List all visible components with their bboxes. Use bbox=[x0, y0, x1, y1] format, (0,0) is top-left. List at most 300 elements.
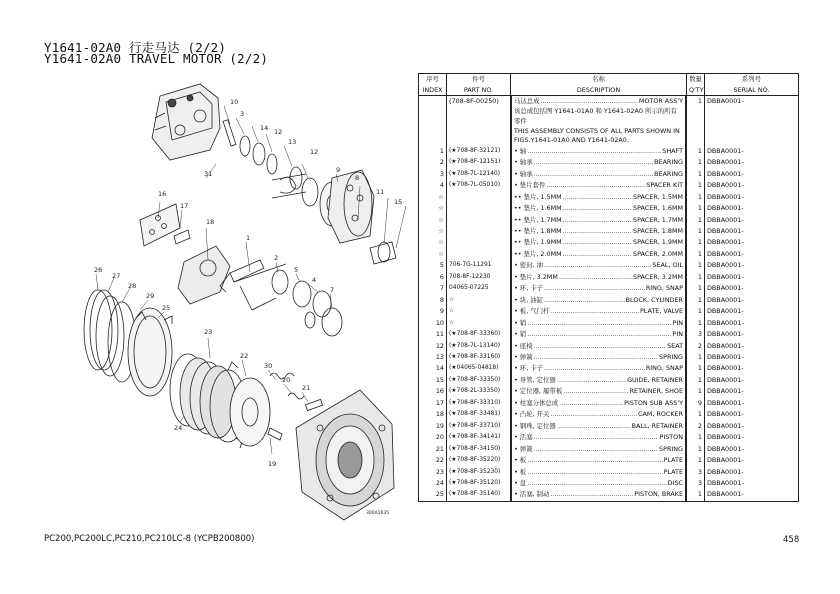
table-row bbox=[419, 169, 799, 180]
row-serial: DBBA0001- bbox=[705, 272, 799, 283]
row-qty: 1 bbox=[687, 157, 705, 168]
row-desc-en: SPACER, 1.5MM bbox=[633, 192, 683, 201]
row-desc-cn: • 垫片套件 bbox=[514, 181, 546, 190]
row-desc-en: PIN bbox=[672, 318, 683, 327]
callout-21: 21 bbox=[302, 384, 311, 392]
leader-dots bbox=[563, 215, 632, 226]
table-row bbox=[419, 295, 799, 306]
callout-23: 23 bbox=[204, 328, 213, 336]
row-part-no: (★04065-04818) bbox=[447, 363, 511, 374]
row-part-no: ☆ bbox=[447, 295, 511, 306]
assembly-note-row bbox=[419, 107, 799, 145]
motor-housing-drawing bbox=[152, 84, 220, 160]
row-qty: 2 bbox=[687, 341, 705, 352]
assembly-note-en: THIS ASSEMBLY CONSISTS OF ALL PARTS SHOWN IN FIGS.Y1641-01A0 AND Y1641-02A0. bbox=[514, 126, 680, 145]
leader-dots bbox=[550, 409, 637, 420]
row-qty: 1 bbox=[687, 226, 705, 237]
assembly-desc-en: MOTOR ASS'Y bbox=[638, 97, 683, 105]
row-desc-en: SPACER, 1.6MM bbox=[633, 204, 683, 213]
row-description bbox=[511, 306, 686, 317]
row-part-no bbox=[447, 215, 511, 226]
row-desc-en: PLATE bbox=[663, 467, 683, 476]
row-part-no: (★708-8F-35230) bbox=[447, 467, 511, 478]
row-description bbox=[511, 444, 686, 455]
leader-dots bbox=[550, 489, 633, 500]
assembly-desc bbox=[511, 96, 686, 107]
row-description bbox=[511, 375, 686, 386]
row-qty: 1 bbox=[687, 306, 705, 317]
row-serial: DBBA0001- bbox=[705, 146, 799, 157]
exploded-parts-diagram bbox=[40, 68, 418, 528]
row-index: 7 bbox=[419, 283, 447, 294]
row-part-no: (★708-8F-33310) bbox=[447, 398, 511, 409]
row-index: 16 bbox=[419, 386, 447, 397]
row-description bbox=[511, 352, 686, 363]
row-desc-en: PISTON, BRAKE bbox=[634, 490, 683, 499]
leader-dots bbox=[527, 467, 662, 478]
row-desc-en: BEARING bbox=[654, 158, 683, 167]
row-index: 24 bbox=[419, 478, 447, 489]
assembly-index bbox=[419, 96, 447, 108]
table-row bbox=[419, 272, 799, 283]
assembly-note bbox=[511, 107, 686, 145]
page-title-cn: Y1641-02A0 行走马达 (2/2) bbox=[44, 40, 227, 55]
table-row bbox=[419, 489, 799, 501]
assembly-serial: DBBA0001- bbox=[705, 96, 799, 108]
row-qty: 1 bbox=[687, 215, 705, 226]
row-index: 1 bbox=[419, 146, 447, 157]
row-desc-en: PIN bbox=[672, 330, 683, 339]
row-serial: DBBA0001- bbox=[705, 398, 799, 409]
callout-12: 12 bbox=[274, 128, 283, 136]
row-desc-cn: • 凸轮, 开关 bbox=[514, 410, 550, 419]
callout-5: 5 bbox=[294, 266, 299, 274]
row-desc-cn: • 块, 油缸 bbox=[514, 295, 544, 304]
assembly-part-no: (708-8F-00250) bbox=[447, 96, 511, 108]
leader-dots bbox=[527, 318, 671, 329]
callout-17: 17 bbox=[180, 202, 189, 210]
row-desc-cn: • 轴承 bbox=[514, 158, 533, 167]
row-desc-cn: • 定位器, 履带板 bbox=[514, 387, 563, 396]
callout-30: 30 bbox=[264, 362, 273, 370]
row-qty: 1 bbox=[687, 192, 705, 203]
row-part-no: (★708-8F-33481) bbox=[447, 409, 511, 420]
page-title-en: Y1641-02A0 TRAVEL MOTOR (2/2) bbox=[44, 51, 269, 66]
page-number: 458 bbox=[783, 535, 800, 545]
row-serial: DBBA0001- bbox=[705, 375, 799, 386]
row-qty: 1 bbox=[687, 203, 705, 214]
callout-28: 28 bbox=[128, 282, 137, 290]
row-serial: DBBA0001- bbox=[705, 249, 799, 260]
note-serial bbox=[705, 107, 799, 145]
row-qty: 3 bbox=[687, 329, 705, 340]
row-index: ☆ bbox=[419, 249, 447, 260]
row-index: ☆ bbox=[419, 237, 447, 248]
row-desc-en: GUIDE, RETAINER bbox=[627, 375, 683, 384]
motor-case-drawing bbox=[268, 390, 394, 520]
table-row bbox=[419, 226, 799, 237]
leader-dots bbox=[550, 306, 639, 317]
rocker-and-shoe-drawing bbox=[140, 204, 230, 304]
row-qty: 1 bbox=[687, 318, 705, 329]
row-index: 20 bbox=[419, 432, 447, 443]
row-index: 4 bbox=[419, 180, 447, 191]
table-row bbox=[419, 432, 799, 443]
row-index: 2 bbox=[419, 157, 447, 168]
table-row bbox=[419, 421, 799, 432]
row-desc-en: SHAFT bbox=[662, 146, 683, 155]
row-qty: 1 bbox=[687, 237, 705, 248]
row-desc-cn: • 活塞, 制动 bbox=[514, 490, 550, 499]
row-description bbox=[511, 146, 686, 157]
callout-22: 22 bbox=[240, 352, 249, 360]
shaft-drawing bbox=[220, 260, 342, 336]
row-desc-en: RING, SNAP bbox=[645, 284, 683, 293]
table-row bbox=[419, 318, 799, 329]
row-desc-en: SPACER KIT bbox=[646, 181, 683, 190]
row-index: ☆ bbox=[419, 226, 447, 237]
row-part-no: (★708-8F-35120) bbox=[447, 478, 511, 489]
callout-19: 19 bbox=[268, 460, 277, 468]
row-desc-en: PLATE, VALVE bbox=[639, 307, 683, 316]
row-description bbox=[511, 363, 686, 374]
row-description bbox=[511, 455, 686, 466]
table-row bbox=[419, 375, 799, 386]
row-index: ☆ bbox=[419, 203, 447, 214]
row-desc-cn: •• 垫片, 1.6MM bbox=[514, 204, 562, 213]
table-row bbox=[419, 237, 799, 248]
cylinder-block-drawing bbox=[328, 170, 396, 264]
leader-dots bbox=[527, 146, 661, 157]
assembly-row bbox=[419, 96, 799, 108]
row-description bbox=[511, 467, 686, 478]
row-desc-cn: • 板 bbox=[514, 456, 527, 465]
row-desc-en: SEAL, OIL bbox=[652, 261, 683, 270]
leader-dots bbox=[559, 398, 623, 409]
row-desc-cn: • 轴承 bbox=[514, 169, 533, 178]
row-serial: DBBA0001- bbox=[705, 467, 799, 478]
row-description bbox=[511, 409, 686, 420]
callout-24: 24 bbox=[174, 424, 183, 432]
row-part-no bbox=[447, 203, 511, 214]
row-desc-en: PLATE bbox=[663, 456, 683, 465]
leader-dots bbox=[563, 192, 632, 203]
model-footer: PC200,PC200LC,PC210,PC210LC-8 (YCPB200800) bbox=[44, 534, 255, 544]
row-desc-cn: • 钢珠, 定位器 bbox=[514, 421, 556, 430]
row-qty: 1 bbox=[687, 260, 705, 271]
row-description bbox=[511, 295, 686, 306]
leader-dots bbox=[559, 272, 632, 283]
row-index: 11 bbox=[419, 329, 447, 340]
leader-dots bbox=[527, 455, 662, 466]
leader-dots bbox=[527, 478, 666, 489]
table-row bbox=[419, 386, 799, 397]
row-qty: 1 bbox=[687, 352, 705, 363]
table-row bbox=[419, 146, 799, 157]
table-row bbox=[419, 157, 799, 168]
callout-1: 1 bbox=[246, 234, 251, 242]
row-serial: DBBA0001- bbox=[705, 318, 799, 329]
row-qty: 1 bbox=[687, 432, 705, 443]
row-serial: DBBA0001- bbox=[705, 386, 799, 397]
row-part-no bbox=[447, 237, 511, 248]
row-description bbox=[511, 237, 686, 248]
row-qty: 1 bbox=[687, 169, 705, 180]
leader-dots bbox=[534, 432, 659, 443]
table-row bbox=[419, 467, 799, 478]
row-serial: DBBA0001- bbox=[705, 478, 799, 489]
row-serial: DBBA0001- bbox=[705, 260, 799, 271]
table-row bbox=[419, 249, 799, 260]
leader-dots bbox=[544, 260, 651, 271]
table-row bbox=[419, 398, 799, 409]
callout-31: 31 bbox=[204, 170, 213, 178]
row-description bbox=[511, 329, 686, 340]
row-serial: DBBA0001- bbox=[705, 363, 799, 374]
row-part-no: (★708-2L-33350) bbox=[447, 386, 511, 397]
row-qty: 1 bbox=[687, 283, 705, 294]
note-part bbox=[447, 107, 511, 145]
row-part-no: (★708-8F-34150) bbox=[447, 444, 511, 455]
row-qty: 1 bbox=[687, 249, 705, 260]
row-description bbox=[511, 398, 686, 409]
table-row bbox=[419, 260, 799, 271]
row-qty: 1 bbox=[687, 409, 705, 420]
row-part-no: (★708-8F-33160) bbox=[447, 352, 511, 363]
leader-dots bbox=[557, 421, 631, 432]
table-row bbox=[419, 180, 799, 191]
row-desc-en: SPACER, 1.7MM bbox=[633, 215, 683, 224]
row-desc-en: DISC bbox=[667, 478, 683, 487]
row-desc-cn: • 盘 bbox=[514, 478, 527, 487]
parts-table bbox=[418, 73, 799, 502]
pin-and-rings bbox=[223, 120, 344, 226]
row-part-no: (★708-7L-05010) bbox=[447, 180, 511, 191]
leader-dots bbox=[527, 329, 671, 340]
brake-plates-drawing bbox=[170, 354, 273, 448]
row-qty: 1 bbox=[687, 386, 705, 397]
row-qty: 1 bbox=[687, 146, 705, 157]
row-desc-cn: • 环, 卡子 bbox=[514, 364, 544, 373]
row-part-no: (★708-8F-32121) bbox=[447, 146, 511, 157]
leader-dots bbox=[563, 226, 632, 237]
row-desc-cn: • 弹簧 bbox=[514, 444, 533, 453]
row-desc-en: BALL, RETAINER bbox=[631, 421, 683, 430]
row-qty: 1 bbox=[687, 363, 705, 374]
leader-dots bbox=[563, 203, 632, 214]
row-desc-cn: • 座椅 bbox=[514, 341, 533, 350]
table-row bbox=[419, 192, 799, 203]
row-desc-en: CAM, ROCKER bbox=[637, 410, 683, 419]
row-index: ☆ bbox=[419, 192, 447, 203]
table-row bbox=[419, 215, 799, 226]
row-part-no: 708-8F-12230 bbox=[447, 272, 511, 283]
row-qty: 3 bbox=[687, 478, 705, 489]
row-index: 9 bbox=[419, 306, 447, 317]
leader-dots bbox=[563, 237, 632, 248]
row-desc-cn: • 环, 卡子 bbox=[514, 284, 544, 293]
row-part-no: (★708-8F-33360) bbox=[447, 329, 511, 340]
row-desc-cn: • 轴 bbox=[514, 146, 527, 155]
row-description bbox=[511, 478, 686, 489]
row-description bbox=[511, 249, 686, 260]
snap-rings-drawing bbox=[84, 290, 136, 382]
callout-15: 15 bbox=[394, 198, 403, 206]
row-index: 12 bbox=[419, 341, 447, 352]
assembly-qty: 1 bbox=[687, 96, 705, 108]
row-desc-en: PISTON SUB ASS'Y bbox=[624, 398, 683, 407]
row-serial: DBBA0001- bbox=[705, 157, 799, 168]
row-desc-cn: • 密封, 油 bbox=[514, 261, 544, 270]
row-index: 23 bbox=[419, 467, 447, 478]
leader-dots bbox=[534, 341, 667, 352]
row-desc-en: RING, SNAP bbox=[645, 364, 683, 373]
table-header bbox=[419, 74, 799, 96]
row-part-no: ☆ bbox=[447, 306, 511, 317]
row-part-no: (★708-7L-13140) bbox=[447, 341, 511, 352]
row-index: 5 bbox=[419, 260, 447, 271]
row-desc-cn: •• 垫片, 2.0MM bbox=[514, 249, 562, 258]
row-desc-cn: • 销 bbox=[514, 330, 527, 339]
row-serial: DBBA0001- bbox=[705, 215, 799, 226]
row-desc-en: BEARING bbox=[654, 169, 683, 178]
row-index: 14 bbox=[419, 363, 447, 374]
row-part-no bbox=[447, 249, 511, 260]
callout-7: 7 bbox=[330, 286, 335, 294]
row-qty: 1 bbox=[687, 272, 705, 283]
row-description bbox=[511, 260, 686, 271]
row-serial: DBBA0001- bbox=[705, 455, 799, 466]
row-part-no: (★708-8F-35220) bbox=[447, 455, 511, 466]
row-index: 18 bbox=[419, 409, 447, 420]
header-serial: 系列号 SERIAL NO. bbox=[705, 74, 799, 96]
row-index: 22 bbox=[419, 455, 447, 466]
brake-piston-drawing bbox=[128, 308, 172, 396]
leader-dots bbox=[557, 375, 626, 386]
row-desc-cn: • 垫片, 3.2MM bbox=[514, 272, 558, 281]
row-index: 8 bbox=[419, 295, 447, 306]
row-description bbox=[511, 318, 686, 329]
row-serial: DBBA0001- bbox=[705, 421, 799, 432]
callout-20: 20 bbox=[282, 376, 291, 384]
spring-and-piston-drawing bbox=[270, 373, 323, 411]
row-qty: 1 bbox=[687, 455, 705, 466]
row-desc-en: SPACER, 3.2MM bbox=[633, 272, 683, 281]
callout-3: 3 bbox=[240, 110, 245, 118]
row-serial: DBBA0001- bbox=[705, 180, 799, 191]
row-qty: 1 bbox=[687, 375, 705, 386]
row-description bbox=[511, 432, 686, 443]
row-desc-en: SPACER, 2.0MM bbox=[633, 249, 683, 258]
row-part-no: ☆ bbox=[447, 318, 511, 329]
row-part-no: 04065-07225 bbox=[447, 283, 511, 294]
row-part-no: (★708-8F-33710) bbox=[447, 421, 511, 432]
row-serial: DBBA0001- bbox=[705, 341, 799, 352]
row-qty: 1 bbox=[687, 489, 705, 501]
row-description bbox=[511, 180, 686, 191]
row-description bbox=[511, 157, 686, 168]
row-desc-cn: •• 垫片, 1.7MM bbox=[514, 215, 562, 224]
row-description bbox=[511, 421, 686, 432]
row-serial: DBBA0001- bbox=[705, 329, 799, 340]
row-desc-en: SPACER, 1.9MM bbox=[633, 238, 683, 247]
row-desc-cn: • 销 bbox=[514, 318, 527, 327]
row-serial: DBBA0001- bbox=[705, 489, 799, 501]
table-row bbox=[419, 352, 799, 363]
row-desc-cn: • 柱塞分体总成 bbox=[514, 398, 559, 407]
table-row bbox=[419, 329, 799, 340]
leader-dots bbox=[534, 157, 654, 168]
leader-dots bbox=[544, 283, 645, 294]
callout-14: 14 bbox=[260, 124, 269, 132]
table-row bbox=[419, 455, 799, 466]
header-qty: 数量 Q'TY bbox=[687, 74, 705, 96]
diagram-code: 300A1635 bbox=[366, 511, 390, 516]
callout-2: 2 bbox=[274, 254, 279, 262]
row-description bbox=[511, 203, 686, 214]
row-serial: DBBA0001- bbox=[705, 226, 799, 237]
callout-27: 27 bbox=[112, 272, 121, 280]
leader-dots bbox=[546, 180, 645, 191]
row-serial: DBBA0001- bbox=[705, 432, 799, 443]
callout-10: 10 bbox=[230, 98, 239, 106]
table-row bbox=[419, 203, 799, 214]
leader-dots bbox=[534, 352, 658, 363]
row-part-no: (★708-8F-12151) bbox=[447, 157, 511, 168]
header-index: 序号 INDEX bbox=[419, 74, 447, 96]
row-description bbox=[511, 169, 686, 180]
callout-25: 25 bbox=[162, 304, 171, 312]
row-serial: DBBA0001- bbox=[705, 237, 799, 248]
callout-18: 18 bbox=[206, 218, 215, 226]
row-description bbox=[511, 341, 686, 352]
leader-dots bbox=[534, 169, 654, 180]
row-qty: 3 bbox=[687, 467, 705, 478]
leader-dots bbox=[563, 249, 632, 260]
table-row bbox=[419, 478, 799, 489]
note-index bbox=[419, 107, 447, 145]
row-serial: DBBA0001- bbox=[705, 352, 799, 363]
leader-dots bbox=[534, 444, 658, 455]
row-index: 15 bbox=[419, 375, 447, 386]
callout-26: 26 bbox=[94, 266, 103, 274]
row-part-no: (★708-8F-34141) bbox=[447, 432, 511, 443]
row-serial: DBBA0001- bbox=[705, 283, 799, 294]
row-desc-cn: • 弹簧 bbox=[514, 352, 533, 361]
row-part-no: (★708-8F-33350) bbox=[447, 375, 511, 386]
table-row bbox=[419, 444, 799, 455]
assembly-desc-cn: 马达总成 bbox=[514, 97, 540, 105]
row-description bbox=[511, 283, 686, 294]
row-desc-cn: •• 垫片, 1.8MM bbox=[514, 227, 562, 235]
row-qty: 1 bbox=[687, 295, 705, 306]
row-desc-en: SEAT bbox=[667, 341, 683, 350]
row-index: 25 bbox=[419, 489, 447, 501]
callout-13: 13 bbox=[288, 138, 297, 146]
row-serial: DBBA0001- bbox=[705, 444, 799, 455]
table-row bbox=[419, 283, 799, 294]
row-index: 21 bbox=[419, 444, 447, 455]
row-part-no bbox=[447, 226, 511, 237]
row-qty: 1 bbox=[687, 444, 705, 455]
row-desc-cn: • 导管, 定位器 bbox=[514, 375, 556, 384]
row-desc-en: SPRING bbox=[659, 444, 683, 453]
row-part-no: 706-7G-11291 bbox=[447, 260, 511, 271]
row-index: ☆ bbox=[419, 215, 447, 226]
table-row bbox=[419, 306, 799, 317]
header-part: 件号 PART NO. bbox=[447, 74, 511, 96]
row-description bbox=[511, 192, 686, 203]
